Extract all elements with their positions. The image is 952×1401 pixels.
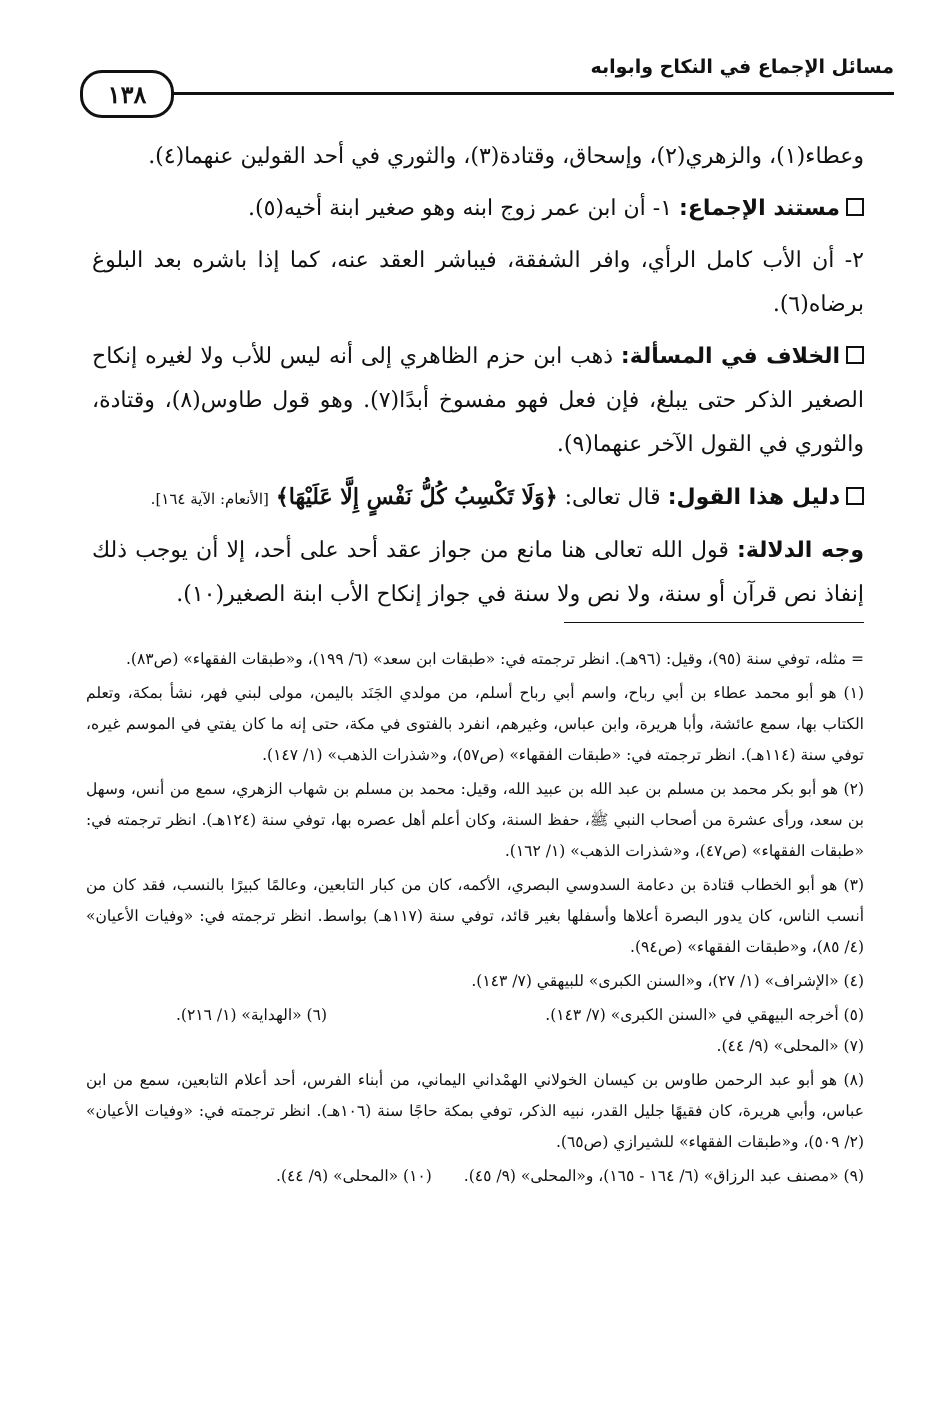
heading-evidence: مستند الإجماع: [679,196,840,221]
main-text [92,135,864,625]
heading-disagreement: الخلاف في المسألة: [620,344,841,369]
footnote-8: (٨) هو أبو عبد الرحمن طاوس بن كيسان الخولاني الهمْداني اليماني، من أبناء الفرس، أحد أعلام التابعين، سمع من ابن عباس، وأبي هريرة، كان فقيهًا جليل القدر، نبيه الذكر، توفي بمكة حاجًا سنة (١٠٦هـ). انظر ترجمته في: «وفيات الأعيان» (٢/ ٥٠٩)، و«طبقات الفقهاء» للشيرازي (ص٦٥). [86,1071,864,1151]
paragraph-disagreement [92,335,864,467]
footnote-4: (٤) «الإشراف» (١/ ٢٧)، و«السنن الكبرى» للبيهقي (٧/ ١٤٣). [471,972,864,990]
quran-verse: ﴿وَلَا تَكْسِبُ كُلُّ نَفْسٍ إِلَّا عَلَيْهَا﴾ [275,484,558,510]
evidence-text: ١- أن ابن عمر زوج ابنه وهو صغير ابنة أخيه(٥). [248,196,673,221]
square-bullet-icon [846,487,864,505]
footnote-1: (١) هو أبو محمد عطاء بن أبي رباح، واسم أبي رباح أسلم، من مولدي الجَنَد باليمن، مولى لبني فهر، نشأ بمكة، وتعلم الكتاب بها، سمع عائشة، وأبا هريرة، وابن عباس، وغيرهم، انفرد بالفتوى في مكة، حتى إنه ما كان يفتي في الموسم غيره، توفي سنة (١١٤هـ). انظر ترجمته في: «طبقات الفقهاء» (ص٥٧)، و«شذرات الذهب» (١/ ١٤٧). [86,684,864,764]
header-rule [80,92,894,95]
paragraph-scholars: وعطاء(١)، والزهري(٢)، وإسحاق، وقتادة(٣)، والثوري في أحد القولين عنهما(٤). [148,144,864,169]
disagreement-text: ذهب ابن حزم الظاهري إلى أنه ليس للأب ولا لغيره إنكاح الصغير الذكر حتى يبلغ، فإن فعل فهو مفسوخ أبدًا(٧). وهو قول طاوس(٨)، وقتادة، والثوري في القول الآخر عنهما(٩). [92,344,864,457]
inference-text: قول الله تعالى هنا مانع من جواز عقد أحد على أحد، إلا أن يوجب ذلك إنفاذ نص قرآن أو سنة، ولا نص ولا سنة في جواز إنكاح الأب ابنة الصغير(١٠). [92,538,864,607]
paragraph-evidence [92,187,864,231]
footnote-2: (٢) هو أبو بكر محمد بن مسلم بن عبد الله بن عبيد الله، وقيل: محمد بن مسلم بن شهاب الزهري، سمع من أنس، وسهل بن سعد، ورأى عشرة من أصحاب النبي ﷺ، حفظ السنة، وكان أعلم أهل عصره بها، توفي سنة (١٢٤هـ). انظر ترجمته في: «طبقات الفقهاء» (ص٤٧)، و«شذرات الذهب» (١/ ١٦٢). [86,780,864,860]
footnote-5: (٥) أخرجه البيهقي في «السنن الكبرى» (٧/ ١٤٣). [545,1006,864,1024]
paragraph-inference [92,529,864,617]
footnote-row-9-10 [86,1161,864,1192]
page-header [80,48,894,108]
footnote-9: (٩) «مصنف عبد الرزاق» (٦/ ١٦٤ - ١٦٥)، و«المحلى» (٩/ ٤٥). [463,1167,864,1185]
footnote-10: (١٠) «المحلى» (٩/ ٤٤). [276,1167,432,1185]
paragraph-evidence-2: ٢- أن الأب كامل الرأي، وافر الشفقة، فيباشر العقد عنه، كما إذا باشره بعد البلوغ برضاه(٦). [92,248,864,317]
square-bullet-icon [846,346,864,364]
footnotes [86,644,864,1192]
heading-inference: وجه الدلالة: [737,538,865,563]
footnote-separator [564,622,864,623]
page-number: ١٣٨ [80,70,174,118]
footnote-3: (٣) هو أبو الخطاب قتادة بن دعامة السدوسي البصري، الأكمه، كان من كبار التابعين، وعالمًا كبيرًا بالنسب، فقد كان من أنسب الناس، كان يدور البصرة أعلاها وأسفلها بغير قائد، توفي سنة (١١٧هـ) بواسط. انظر ترجمته في: «وفيات الأعيان» (٤/ ٨٥)، و«طبقات الفقهاء» (ص٩٤). [86,876,864,956]
footnote-row-5-6 [86,1000,864,1031]
verse-citation: [الأنعام: الآية ١٦٤]. [150,490,269,508]
square-bullet-icon [846,198,864,216]
footnote-7: (٧) «المحلى» (٩/ ٤٤). [716,1037,864,1055]
footnote-6: (٦) «الهداية» (١/ ٢١٦). [176,1006,327,1024]
footnote-continuation: = مثله، توفي سنة (٩٥)، وقيل: (٩٦هـ). انظر ترجمته في: «طبقات ابن سعد» (٦/ ١٩٩)، و«طبقات الفقهاء» (ص٨٣). [125,650,864,668]
proof-text: قال تعالى: [564,485,661,510]
heading-proof: دليل هذا القول: [667,485,840,510]
paragraph-proof [92,475,864,521]
running-title: مسائل الإجماع في النكاح وابوابه [590,56,894,78]
